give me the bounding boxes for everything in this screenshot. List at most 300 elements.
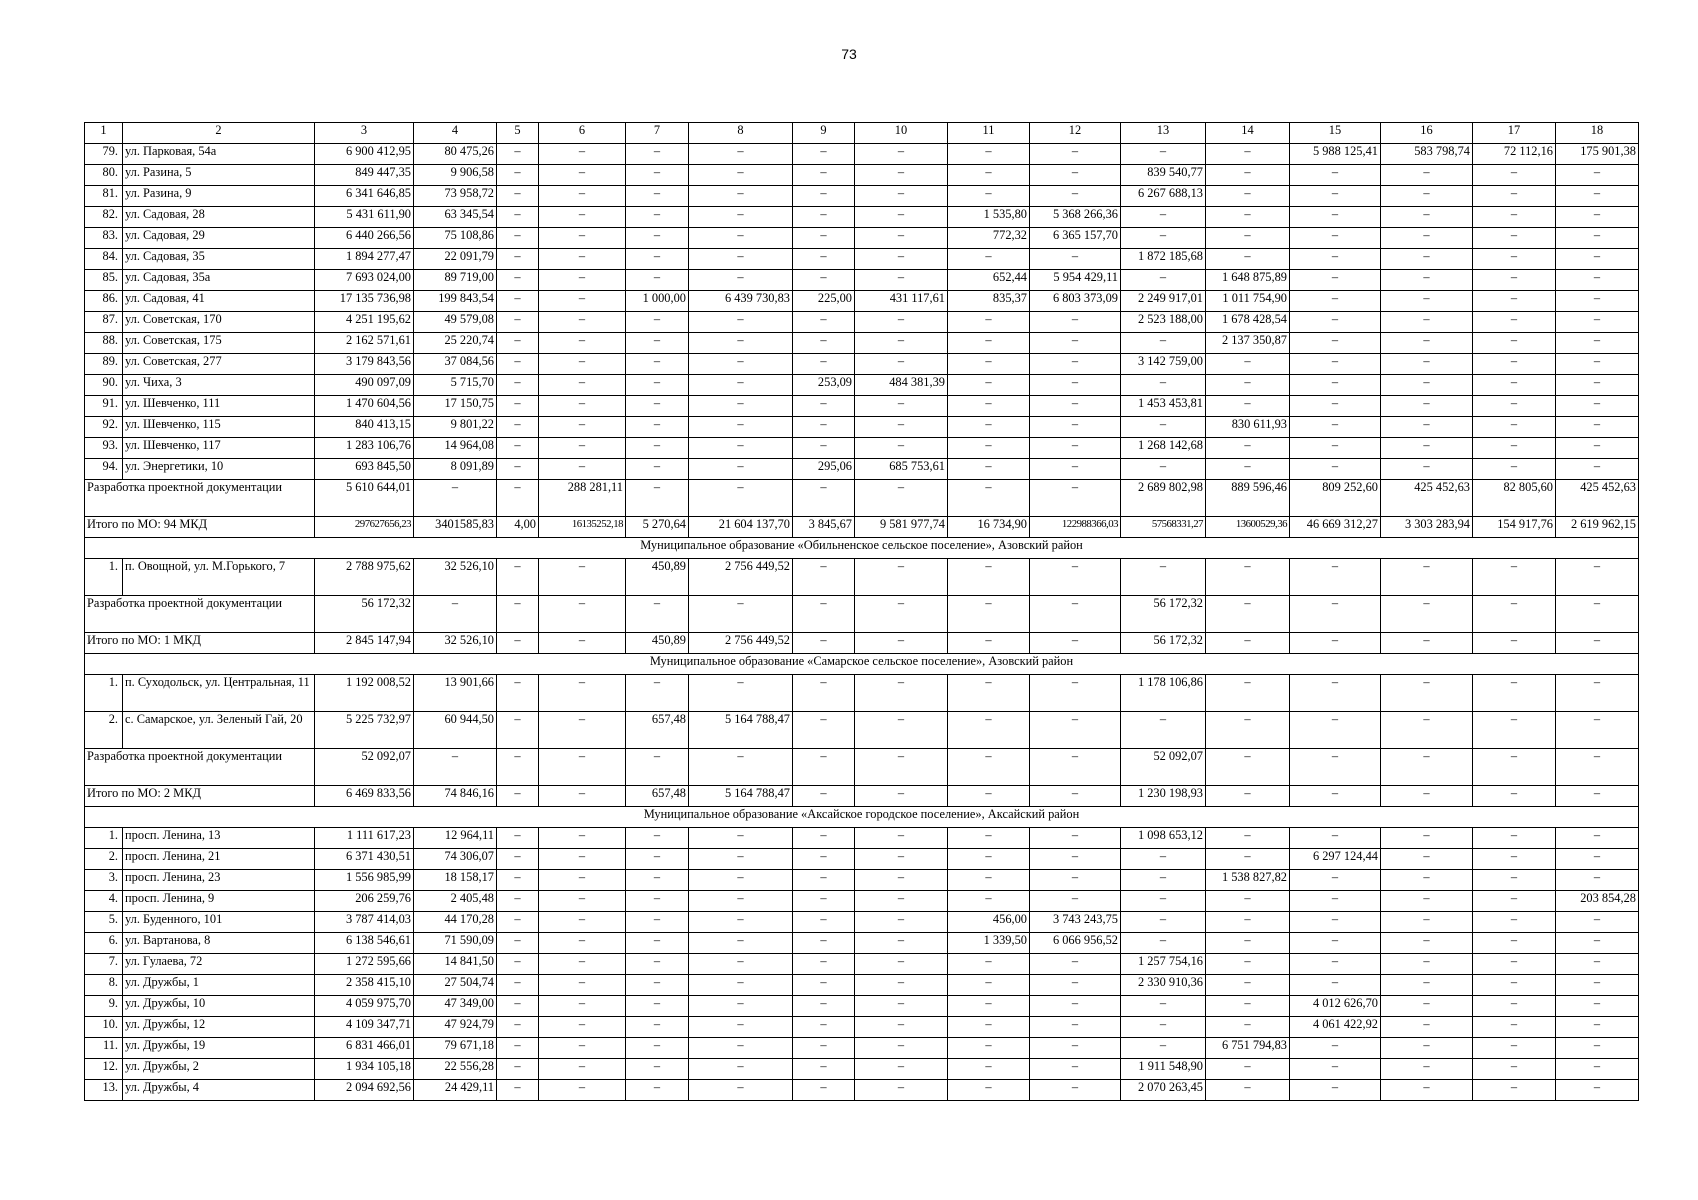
address: ул. Энергетики, 10 <box>123 459 315 480</box>
cell-col-4: – <box>414 596 497 633</box>
cell-col-7: – <box>626 1080 689 1101</box>
cell-col-11: – <box>948 633 1030 654</box>
cell-col-3: 1 272 595,66 <box>315 954 414 975</box>
cell-col-8: – <box>689 228 793 249</box>
cell-col-14: 1 678 428,54 <box>1206 312 1290 333</box>
cell-col-14: – <box>1206 375 1290 396</box>
cell-col-14: 2 137 350,87 <box>1206 333 1290 354</box>
row-number: 89. <box>85 354 123 375</box>
cell-col-12: – <box>1030 165 1121 186</box>
cell-col-6: – <box>539 207 626 228</box>
cell-col-11: – <box>948 975 1030 996</box>
cell-col-10: – <box>855 996 948 1017</box>
row-number: 94. <box>85 459 123 480</box>
summary-label: Разработка проектной документации <box>85 480 315 517</box>
cell-col-5: – <box>497 249 539 270</box>
cell-col-10: – <box>855 1080 948 1101</box>
cell-col-3: 7 693 024,00 <box>315 270 414 291</box>
cell-col-17: – <box>1473 633 1556 654</box>
cell-col-12: – <box>1030 375 1121 396</box>
table-row <box>85 1080 1639 1101</box>
cell-col-13: 2 070 263,45 <box>1121 1080 1206 1101</box>
cell-col-12: – <box>1030 596 1121 633</box>
cell-col-6: – <box>539 165 626 186</box>
cell-col-18: 2 619 962,15 <box>1556 517 1639 538</box>
cell-col-14: – <box>1206 633 1290 654</box>
cell-col-17: – <box>1473 312 1556 333</box>
cell-col-7: 450,89 <box>626 633 689 654</box>
cell-col-9: – <box>793 933 855 954</box>
cell-col-3: 4 109 347,71 <box>315 1017 414 1038</box>
cell-col-16: – <box>1381 354 1473 375</box>
cell-col-13: 56 172,32 <box>1121 596 1206 633</box>
cell-col-15: – <box>1290 396 1381 417</box>
cell-col-9: – <box>793 849 855 870</box>
cell-col-3: 4 059 975,70 <box>315 996 414 1017</box>
cell-col-9: – <box>793 675 855 712</box>
cell-col-7: – <box>626 849 689 870</box>
cell-col-9: – <box>793 312 855 333</box>
cell-col-6: – <box>539 975 626 996</box>
cell-col-10: – <box>855 144 948 165</box>
cell-col-16: – <box>1381 186 1473 207</box>
cell-col-3: 6 440 266,56 <box>315 228 414 249</box>
cell-col-12: 3 743 243,75 <box>1030 912 1121 933</box>
cell-col-16: – <box>1381 459 1473 480</box>
cell-col-9: – <box>793 438 855 459</box>
cell-col-16: – <box>1381 417 1473 438</box>
row-number: 86. <box>85 291 123 312</box>
cell-col-4: 18 158,17 <box>414 870 497 891</box>
cell-col-13: – <box>1121 1038 1206 1059</box>
cell-col-11: – <box>948 417 1030 438</box>
cell-col-12: – <box>1030 480 1121 517</box>
row-number: 1. <box>85 675 123 712</box>
cell-col-18: – <box>1556 596 1639 633</box>
cell-col-13: – <box>1121 228 1206 249</box>
cell-col-17: – <box>1473 975 1556 996</box>
cell-col-5: – <box>497 375 539 396</box>
cell-col-14: – <box>1206 749 1290 786</box>
cell-col-11: 1 339,50 <box>948 933 1030 954</box>
cell-col-14: – <box>1206 891 1290 912</box>
cell-col-4: 47 924,79 <box>414 1017 497 1038</box>
cell-col-12: – <box>1030 1080 1121 1101</box>
cell-col-5: – <box>497 933 539 954</box>
cell-col-4: 14 964,08 <box>414 438 497 459</box>
cell-col-9: – <box>793 996 855 1017</box>
cell-col-9: – <box>793 975 855 996</box>
cell-col-7: – <box>626 933 689 954</box>
cell-col-17: – <box>1473 954 1556 975</box>
cell-col-16: – <box>1381 228 1473 249</box>
cell-col-14: – <box>1206 675 1290 712</box>
cell-col-14: – <box>1206 165 1290 186</box>
column-header-10: 10 <box>855 123 948 144</box>
cell-col-7: – <box>626 596 689 633</box>
cell-col-9: – <box>793 1059 855 1080</box>
cell-col-17: – <box>1473 417 1556 438</box>
cell-col-8: – <box>689 480 793 517</box>
cell-col-6: – <box>539 270 626 291</box>
cell-col-6: – <box>539 417 626 438</box>
cell-col-4: 47 349,00 <box>414 996 497 1017</box>
cell-col-6: – <box>539 712 626 749</box>
address: ул. Шевченко, 115 <box>123 417 315 438</box>
cell-col-13: 839 540,77 <box>1121 165 1206 186</box>
column-header-13: 13 <box>1121 123 1206 144</box>
cell-col-7: – <box>626 1059 689 1080</box>
cell-col-7: – <box>626 459 689 480</box>
cell-col-14: 6 751 794,83 <box>1206 1038 1290 1059</box>
cell-col-10: – <box>855 480 948 517</box>
cell-col-15: – <box>1290 270 1381 291</box>
cell-col-9: – <box>793 559 855 596</box>
column-header-14: 14 <box>1206 123 1290 144</box>
cell-col-7: – <box>626 912 689 933</box>
column-header-1: 1 <box>85 123 123 144</box>
cell-col-9: – <box>793 1080 855 1101</box>
cell-col-16: – <box>1381 396 1473 417</box>
cell-col-13: 2 249 917,01 <box>1121 291 1206 312</box>
cell-col-18: – <box>1556 249 1639 270</box>
cell-col-16: – <box>1381 849 1473 870</box>
cell-col-8: – <box>689 675 793 712</box>
cell-col-7: – <box>626 396 689 417</box>
cell-col-13: 1 872 185,68 <box>1121 249 1206 270</box>
address: просп. Ленина, 23 <box>123 870 315 891</box>
cell-col-3: 849 447,35 <box>315 165 414 186</box>
cell-col-7: – <box>626 438 689 459</box>
address: ул. Советская, 175 <box>123 333 315 354</box>
cell-col-12: – <box>1030 559 1121 596</box>
column-header-12: 12 <box>1030 123 1121 144</box>
cell-col-17: – <box>1473 712 1556 749</box>
cell-col-4: 25 220,74 <box>414 333 497 354</box>
cell-col-16: – <box>1381 712 1473 749</box>
table-row <box>85 165 1639 186</box>
cell-col-11: – <box>948 1017 1030 1038</box>
cell-col-8: 5 164 788,47 <box>689 786 793 807</box>
cell-col-13: 2 689 802,98 <box>1121 480 1206 517</box>
cell-col-15: 809 252,60 <box>1290 480 1381 517</box>
cell-col-10: – <box>855 675 948 712</box>
cell-col-16: – <box>1381 954 1473 975</box>
cell-col-18: 425 452,63 <box>1556 480 1639 517</box>
cell-col-8: – <box>689 207 793 228</box>
cell-col-5: – <box>497 186 539 207</box>
cell-col-5: – <box>497 291 539 312</box>
cell-col-10: – <box>855 438 948 459</box>
cell-col-17: – <box>1473 207 1556 228</box>
cell-col-4: 74 846,16 <box>414 786 497 807</box>
table-row <box>85 891 1639 912</box>
cell-col-8: – <box>689 1080 793 1101</box>
table-row <box>85 1017 1639 1038</box>
cell-col-8: – <box>689 849 793 870</box>
cell-col-12: 5 954 429,11 <box>1030 270 1121 291</box>
cell-col-5: – <box>497 870 539 891</box>
cell-col-12: – <box>1030 996 1121 1017</box>
section-title: Муниципальное образование «Самарское сельское поселение», Азовский район <box>85 654 1639 675</box>
cell-col-12: – <box>1030 712 1121 749</box>
cell-col-16: – <box>1381 1017 1473 1038</box>
cell-col-4: 32 526,10 <box>414 633 497 654</box>
cell-col-10: – <box>855 954 948 975</box>
cell-col-5: – <box>497 749 539 786</box>
cell-col-14: – <box>1206 596 1290 633</box>
cell-col-15: – <box>1290 749 1381 786</box>
cell-col-17: – <box>1473 933 1556 954</box>
cell-col-3: 1 934 105,18 <box>315 1059 414 1080</box>
table-row <box>85 849 1639 870</box>
cell-col-11: – <box>948 954 1030 975</box>
cell-col-10: – <box>855 270 948 291</box>
cell-col-15: 46 669 312,27 <box>1290 517 1381 538</box>
row-number: 79. <box>85 144 123 165</box>
section-header-row <box>85 538 1639 559</box>
cell-col-13: – <box>1121 144 1206 165</box>
cell-col-16: – <box>1381 1038 1473 1059</box>
cell-col-12: – <box>1030 312 1121 333</box>
cell-col-11: – <box>948 1059 1030 1080</box>
section-header-row <box>85 807 1639 828</box>
cell-col-17: 72 112,16 <box>1473 144 1556 165</box>
cell-col-18: – <box>1556 186 1639 207</box>
cell-col-13: 52 092,07 <box>1121 749 1206 786</box>
table-row <box>85 417 1639 438</box>
cell-col-13: – <box>1121 417 1206 438</box>
cell-col-6: – <box>539 375 626 396</box>
cell-col-18: – <box>1556 396 1639 417</box>
cell-col-10: – <box>855 891 948 912</box>
cell-col-14: – <box>1206 396 1290 417</box>
cell-col-12: 6 365 157,70 <box>1030 228 1121 249</box>
address: ул. Дружбы, 4 <box>123 1080 315 1101</box>
row-number: 7. <box>85 954 123 975</box>
cell-col-17: – <box>1473 786 1556 807</box>
cell-col-13: 1 911 548,90 <box>1121 1059 1206 1080</box>
cell-col-7: – <box>626 675 689 712</box>
cell-col-10: – <box>855 712 948 749</box>
cell-col-10: – <box>855 870 948 891</box>
cell-col-9: – <box>793 333 855 354</box>
section-title: Муниципальное образование «Аксайское городское поселение», Аксайский район <box>85 807 1639 828</box>
cell-col-16: – <box>1381 870 1473 891</box>
address: просп. Ленина, 9 <box>123 891 315 912</box>
cell-col-17: – <box>1473 749 1556 786</box>
cell-col-18: – <box>1556 438 1639 459</box>
cell-col-17: – <box>1473 165 1556 186</box>
table-row <box>85 228 1639 249</box>
cell-col-7: – <box>626 270 689 291</box>
cell-col-14: – <box>1206 559 1290 596</box>
cell-col-13: 3 142 759,00 <box>1121 354 1206 375</box>
table-row <box>85 933 1639 954</box>
cell-col-6: – <box>539 1059 626 1080</box>
cell-col-3: 1 470 604,56 <box>315 396 414 417</box>
cell-col-15: – <box>1290 1038 1381 1059</box>
cell-col-11: – <box>948 459 1030 480</box>
cell-col-14: 13600529,36 <box>1206 517 1290 538</box>
cell-col-18: – <box>1556 786 1639 807</box>
cell-col-17: – <box>1473 1017 1556 1038</box>
cell-col-4: 3401585,83 <box>414 517 497 538</box>
cell-col-16: – <box>1381 559 1473 596</box>
address: ул. Буденного, 101 <box>123 912 315 933</box>
address: ул. Дружбы, 1 <box>123 975 315 996</box>
cell-col-4: 79 671,18 <box>414 1038 497 1059</box>
cell-col-4: 9 801,22 <box>414 417 497 438</box>
cell-col-5: – <box>497 828 539 849</box>
row-number: 4. <box>85 891 123 912</box>
row-number: 83. <box>85 228 123 249</box>
cell-col-15: – <box>1290 291 1381 312</box>
cell-col-3: 6 900 412,95 <box>315 144 414 165</box>
cell-col-14: – <box>1206 354 1290 375</box>
cell-col-7: 657,48 <box>626 786 689 807</box>
row-number: 1. <box>85 828 123 849</box>
cell-col-13: – <box>1121 712 1206 749</box>
cell-col-6: – <box>539 459 626 480</box>
summary-row <box>85 786 1639 807</box>
summary-label: Разработка проектной документации <box>85 596 315 633</box>
cell-col-17: – <box>1473 375 1556 396</box>
cell-col-6: – <box>539 144 626 165</box>
cell-col-15: – <box>1290 870 1381 891</box>
cell-col-9: – <box>793 912 855 933</box>
column-header-18: 18 <box>1556 123 1639 144</box>
cell-col-8: 21 604 137,70 <box>689 517 793 538</box>
cell-col-15: – <box>1290 596 1381 633</box>
cell-col-17: – <box>1473 912 1556 933</box>
table-row <box>85 249 1639 270</box>
cell-col-7: – <box>626 165 689 186</box>
cell-col-17: – <box>1473 354 1556 375</box>
cell-col-15: – <box>1290 975 1381 996</box>
cell-col-5: – <box>497 270 539 291</box>
cell-col-17: – <box>1473 291 1556 312</box>
cell-col-16: – <box>1381 975 1473 996</box>
cell-col-5: – <box>497 596 539 633</box>
cell-col-6: – <box>539 438 626 459</box>
cell-col-9: – <box>793 480 855 517</box>
cell-col-8: 2 756 449,52 <box>689 559 793 596</box>
cell-col-18: – <box>1556 1059 1639 1080</box>
column-header-17: 17 <box>1473 123 1556 144</box>
cell-col-17: – <box>1473 438 1556 459</box>
cell-col-5: – <box>497 480 539 517</box>
cell-col-8: – <box>689 249 793 270</box>
cell-col-10: – <box>855 596 948 633</box>
cell-col-4: 17 150,75 <box>414 396 497 417</box>
cell-col-4: 44 170,28 <box>414 912 497 933</box>
cell-col-6: – <box>539 291 626 312</box>
cell-col-8: – <box>689 828 793 849</box>
row-number: 13. <box>85 1080 123 1101</box>
cell-col-6: – <box>539 354 626 375</box>
cell-col-10: – <box>855 849 948 870</box>
cell-col-7: – <box>626 1017 689 1038</box>
cell-col-5: – <box>497 417 539 438</box>
cell-col-8: – <box>689 312 793 333</box>
cell-col-17: 82 805,60 <box>1473 480 1556 517</box>
cell-col-7: – <box>626 249 689 270</box>
cell-col-14: – <box>1206 207 1290 228</box>
cell-col-14: – <box>1206 1059 1290 1080</box>
cell-col-5: – <box>497 1059 539 1080</box>
cell-col-7: – <box>626 375 689 396</box>
cell-col-17: – <box>1473 249 1556 270</box>
cell-col-9: 225,00 <box>793 291 855 312</box>
cell-col-6: – <box>539 749 626 786</box>
cell-col-18: – <box>1556 996 1639 1017</box>
cell-col-15: – <box>1290 933 1381 954</box>
cell-col-3: 2 788 975,62 <box>315 559 414 596</box>
table-row <box>85 675 1639 712</box>
cell-col-3: 5 610 644,01 <box>315 480 414 517</box>
cell-col-8: – <box>689 954 793 975</box>
cell-col-16: – <box>1381 1080 1473 1101</box>
cell-col-3: 1 556 985,99 <box>315 870 414 891</box>
address: ул. Садовая, 35а <box>123 270 315 291</box>
cell-col-3: 52 092,07 <box>315 749 414 786</box>
cell-col-4: 5 715,70 <box>414 375 497 396</box>
table-row <box>85 438 1639 459</box>
cell-col-15: – <box>1290 675 1381 712</box>
summary-label: Итого по МО: 1 МКД <box>85 633 315 654</box>
row-number: 92. <box>85 417 123 438</box>
cell-col-3: 3 787 414,03 <box>315 912 414 933</box>
cell-col-9: – <box>793 1038 855 1059</box>
column-header-15: 15 <box>1290 123 1381 144</box>
column-header-3: 3 <box>315 123 414 144</box>
address: просп. Ленина, 21 <box>123 849 315 870</box>
cell-col-6: – <box>539 186 626 207</box>
table-row <box>85 354 1639 375</box>
cell-col-10: – <box>855 633 948 654</box>
cell-col-14: 1 648 875,89 <box>1206 270 1290 291</box>
cell-col-3: 56 172,32 <box>315 596 414 633</box>
cell-col-11: – <box>948 438 1030 459</box>
cell-col-3: 693 845,50 <box>315 459 414 480</box>
cell-col-6: – <box>539 675 626 712</box>
cell-col-3: 6 469 833,56 <box>315 786 414 807</box>
cell-col-16: – <box>1381 675 1473 712</box>
cell-col-12: – <box>1030 459 1121 480</box>
row-number: 87. <box>85 312 123 333</box>
cell-col-11: – <box>948 375 1030 396</box>
cell-col-15: – <box>1290 165 1381 186</box>
address: ул. Чиха, 3 <box>123 375 315 396</box>
cell-col-16: – <box>1381 207 1473 228</box>
cell-col-17: – <box>1473 596 1556 633</box>
cell-col-14: 830 611,93 <box>1206 417 1290 438</box>
cell-col-17: – <box>1473 891 1556 912</box>
cell-col-10: – <box>855 828 948 849</box>
cell-col-17: 154 917,76 <box>1473 517 1556 538</box>
cell-col-16: – <box>1381 596 1473 633</box>
cell-col-5: – <box>497 1038 539 1059</box>
cell-col-8: – <box>689 144 793 165</box>
cell-col-10: 431 117,61 <box>855 291 948 312</box>
cell-col-11: – <box>948 480 1030 517</box>
cell-col-12: – <box>1030 1017 1121 1038</box>
cell-col-7: – <box>626 480 689 517</box>
cell-col-3: 1 894 277,47 <box>315 249 414 270</box>
cell-col-6: – <box>539 954 626 975</box>
cell-col-6: – <box>539 996 626 1017</box>
